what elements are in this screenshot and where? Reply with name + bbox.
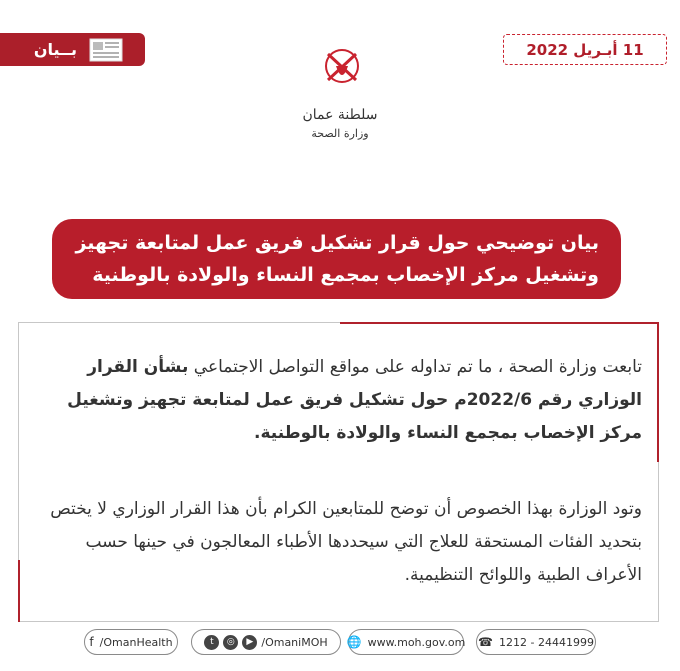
globe-icon: 🌐 xyxy=(346,635,362,649)
social-handle: /OmaniMOH xyxy=(261,635,328,649)
date-box xyxy=(503,34,667,65)
frame-accent xyxy=(340,322,659,324)
title-line-2: وتشغيل مركز الإخصاب بمجمع النساء والولادة بالوطنية xyxy=(92,264,599,286)
facebook-handle: /OmanHealth xyxy=(99,635,173,649)
statement-badge xyxy=(0,33,145,66)
website-url: www.moh.gov.om xyxy=(367,635,466,649)
facebook-icon: f xyxy=(89,635,94,649)
title-banner xyxy=(52,219,621,299)
news-icon xyxy=(89,38,123,62)
logo-country: سلطنة عمان xyxy=(302,107,378,123)
paragraph-1-regular: تابعت وزارة الصحة ، ما تم تداوله على مواقع التواصل الاجتماعي xyxy=(188,357,642,377)
date-text: 11 أبـريل 2022 xyxy=(526,40,644,59)
logo-ministry: وزارة الصحة xyxy=(311,127,369,140)
paragraph-1-bold: بشأن القرار الوزاري رقم 2022/6م حول تشكيل فريق عمل لمتابعة تجهيز وتشغيل مركز الإخصاب بمجمع النساء والولادة بالوطنية. xyxy=(67,357,642,443)
frame-accent xyxy=(18,560,20,622)
paragraph-1 xyxy=(38,351,642,450)
badge-label: بــيان xyxy=(33,40,77,59)
youtube-icon: ▶ xyxy=(242,635,257,650)
instagram-icon: ◎ xyxy=(223,635,238,650)
facebook-link[interactable] xyxy=(84,629,178,655)
footer xyxy=(84,629,596,655)
title-line-1: بيان توضيحي حول قرار تشكيل فريق عمل لمتابعة تجهيز xyxy=(75,232,599,254)
social-links[interactable] xyxy=(191,629,341,655)
phone-link[interactable] xyxy=(476,629,596,655)
frame-accent xyxy=(657,322,659,462)
phone-icon: ☎ xyxy=(478,635,493,649)
website-link[interactable] xyxy=(348,629,464,655)
paragraph-2: وتود الوزارة بهذا الخصوص أن توضح للمتابعين الكرام بأن هذا القرار الوزاري لا يختص بتحديد الفئات المستحقة للعلاج التي سيحددها الأطباء المعالجون في حينها حسب الأعراف الطبية واللوائح التنظيمية. xyxy=(50,499,642,585)
twitter-icon: t xyxy=(204,635,219,650)
phone-number: 1212 - 24441999 xyxy=(499,635,594,649)
